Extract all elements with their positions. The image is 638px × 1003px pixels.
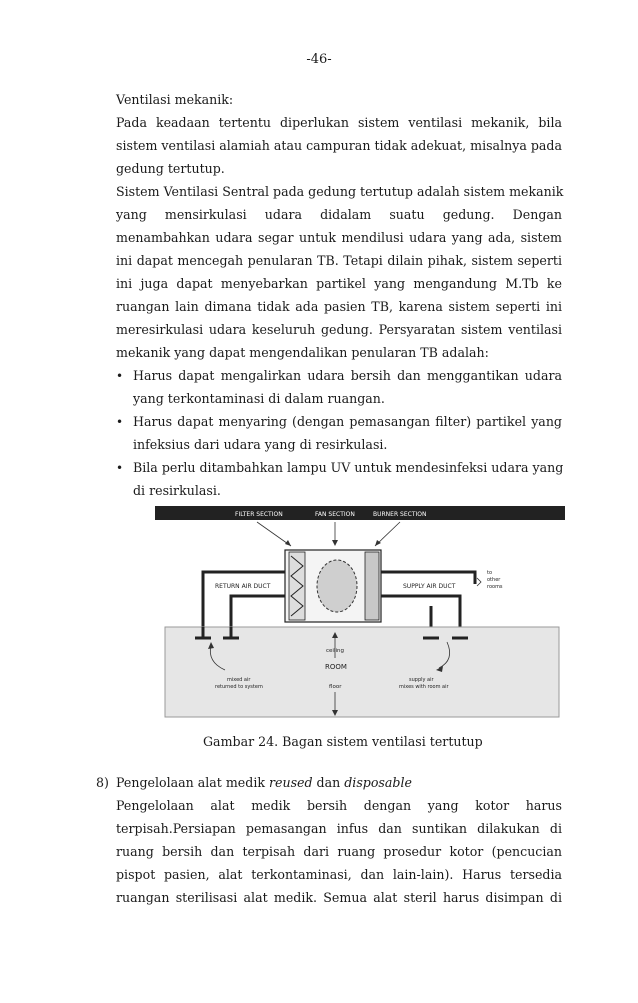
floor-label: floor xyxy=(329,684,342,690)
para2-line-3: menambahkan udara segar untuk mendilusi udara yang ada, sistem xyxy=(116,230,562,245)
to-other-rooms-label: to xyxy=(487,570,493,576)
mixed-air-label: mixed air xyxy=(227,677,251,683)
filter-arrow xyxy=(257,522,291,546)
para2-line-8: mekanik yang dapat mengendalikan penularan TB adalah: xyxy=(116,345,489,360)
other-rooms-arrow xyxy=(477,578,481,586)
room-label: ROOM xyxy=(325,663,347,671)
para1-line-3: gedung tertutup. xyxy=(116,161,225,176)
para2-line-4: ini dapat mencegah penularan TB. Tetapi dilain pihak, sistem seperti xyxy=(116,253,562,268)
para2-line-1: Sistem Ventilasi Sentral pada gedung tertutup adalah sistem mekanik xyxy=(116,184,564,199)
para3-line-1: Pengelolaan alat medik bersih dengan yang kotor harus xyxy=(116,798,562,813)
bullet-3-line-2: di resirkulasi. xyxy=(133,483,221,498)
section-title xyxy=(116,775,412,791)
para1-line-1: Pada keadaan tertentu diperlukan sistem ventilasi mekanik, bila xyxy=(116,115,562,130)
burner-panel xyxy=(365,552,379,620)
supply-air-label: mixes with room air xyxy=(399,684,449,690)
supply-air-duct-label: SUPPLY AIR DUCT xyxy=(403,583,456,590)
section-heading: Ventilasi mekanik: xyxy=(116,92,234,107)
para3-line-2: terpisah.Persiapan pemasangan infus dan suntikan dilakukan di xyxy=(116,821,562,836)
bullet-marker: • xyxy=(116,461,124,475)
supply-air-label: supply air xyxy=(409,677,434,683)
bullet-marker: • xyxy=(116,369,124,383)
ceiling-label: ceiling xyxy=(326,648,344,654)
bullet-2-line-1: Harus dapat menyaring (dengan pemasangan filter) partikel yang xyxy=(133,414,562,429)
para2-line-7: meresirkulasi udara keseluruh gedung. Persyaratan sistem ventilasi xyxy=(116,322,562,337)
to-other-rooms-label: rooms xyxy=(487,584,503,590)
section-title-italic: reused xyxy=(268,775,313,790)
to-other-rooms-label: other xyxy=(487,577,501,583)
return-air-duct-label: RETURN AIR DUCT xyxy=(215,583,271,590)
bullet-marker: • xyxy=(116,415,124,429)
para3-line-3: ruang bersih dan terpisah dari ruang prosedur kotor (pencucian xyxy=(116,844,562,859)
diagram-header-bar xyxy=(155,506,565,520)
para1-line-2: sistem ventilasi alamiah atau campuran tidak adekuat, misalnya pada xyxy=(116,138,562,153)
section-title-italic: disposable xyxy=(344,775,412,790)
section-number: 8) xyxy=(96,775,109,790)
filter-section-label: FILTER SECTION xyxy=(235,511,283,518)
figure-caption: Gambar 24. Bagan sistem ventilasi tertutup xyxy=(203,734,483,749)
burner-section-label: BURNER SECTION xyxy=(373,511,427,518)
supply-duct-inner xyxy=(381,596,460,600)
mixed-air-label: returned to system xyxy=(215,684,263,690)
para2-line-5: ini juga dapat menyebarkan partikel yang mengandung M.Tb ke xyxy=(116,276,562,291)
fan-icon xyxy=(317,560,357,612)
section-title-part: Pengelolaan alat medik xyxy=(116,775,269,790)
para2-line-6: ruangan lain dimana tidak ada pasien TB, karena sistem seperti ini xyxy=(116,299,562,314)
bullet-1-line-1: Harus dapat mengalirkan udara bersih dan menggantikan udara xyxy=(133,368,562,383)
fan-section-label: FAN SECTION xyxy=(315,511,355,518)
bullet-2-line-2: infeksius dari udara yang di resirkulasi. xyxy=(133,437,388,452)
bullet-1-line-2: yang terkontaminasi di dalam ruangan. xyxy=(133,391,385,406)
page-number: -46- xyxy=(306,52,332,67)
para3-line-4: pispot pasien, alat terkontaminasi, dan lain-lain). Harus tersedia xyxy=(116,867,562,882)
ventilation-diagram xyxy=(155,500,565,720)
section-title-part: dan xyxy=(312,775,345,790)
bullet-3-line-1: Bila perlu ditambahkan lampu UV untuk mendesinfeksi udara yang xyxy=(133,460,564,475)
room-box xyxy=(165,627,559,717)
para2-line-2: yang mensirkulasi udara didalam suatu gedung. Dengan xyxy=(116,207,562,222)
para3-line-5: ruangan sterilisasi alat medik. Semua alat steril harus disimpan di xyxy=(116,890,562,905)
